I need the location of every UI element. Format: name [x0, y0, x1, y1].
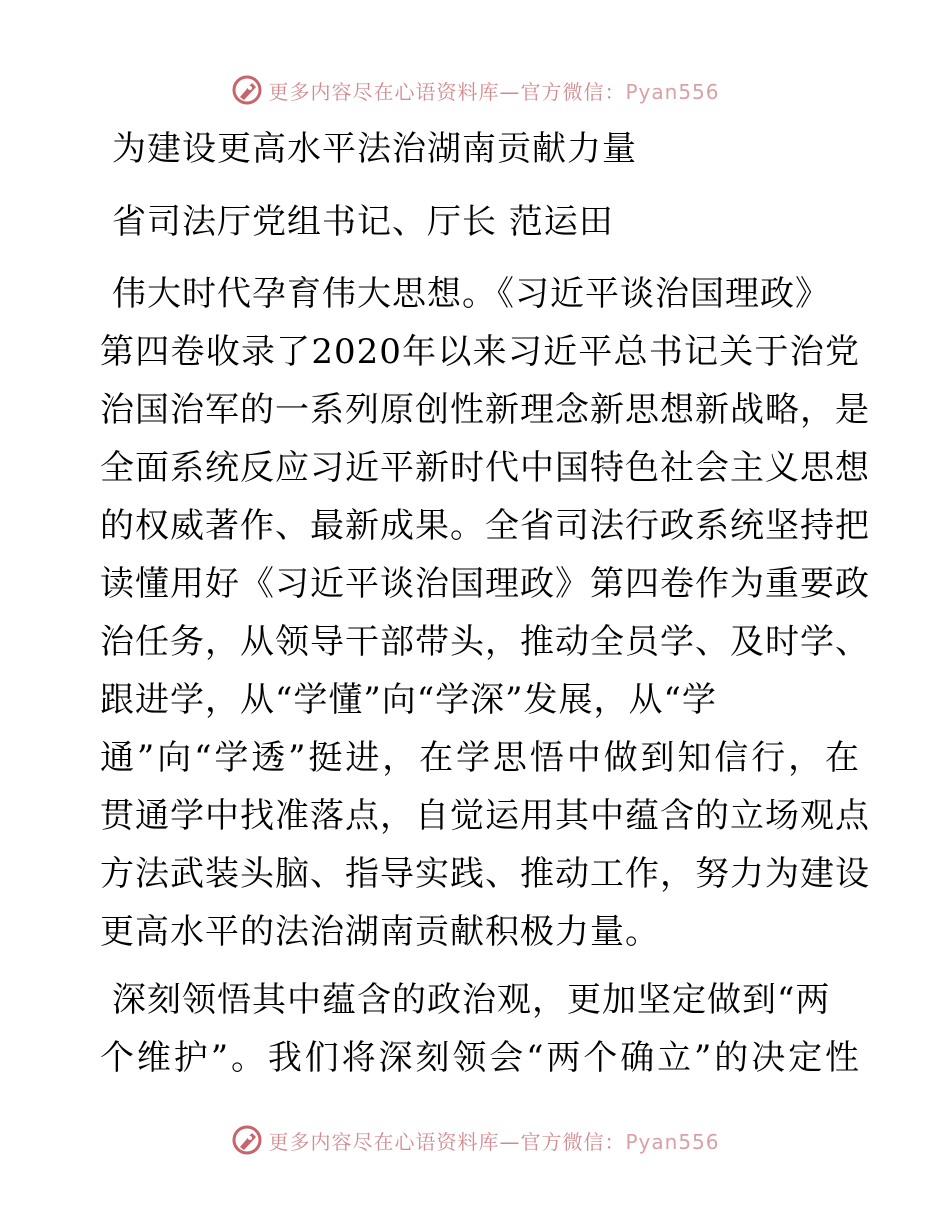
text-line: 个维护”。我们将深刻领会“两个确立”的决定性	[100, 1038, 860, 1078]
pen-nib-logo-icon	[230, 1123, 264, 1157]
watermark-top	[0, 70, 950, 110]
paragraph-2	[100, 971, 860, 1087]
text-line: 的权威著作、最新成果。全省司法行政系统坚持把	[100, 506, 870, 546]
text-line: 方法武装头脑、指导实践、推动工作，努力为建设	[100, 854, 870, 894]
paragraph-1	[100, 265, 870, 961]
text-line: 伟大时代孕育伟大思想。《习近平谈治国理政》	[112, 274, 830, 314]
text-line: 深刻领悟其中蕴含的政治观，更加坚定做到“两	[112, 980, 831, 1020]
document-title: 为建设更高水平法治湖南贡献力量	[112, 129, 637, 169]
document-body	[100, 120, 870, 1087]
text-line: 治国治军的一系列原创性新理念新思想新战略，是	[100, 390, 870, 430]
text-line: 贯通学中找准落点，自觉运用其中蕴含的立场观点	[100, 796, 870, 836]
text-line: 跟进学，从“学懂”向“学深”发展，从“学	[100, 680, 717, 720]
document-author: 省司法厅党组书记、厅长 范运田	[112, 202, 614, 242]
text-line: 通”向“学透”挺进，在学思悟中做到知信行，在	[100, 738, 860, 778]
text-line: 全面系统反应习近平新时代中国特色社会主义思想	[100, 448, 870, 488]
text-line: 第四卷收录了2020年以来习近平总书记关于治党	[100, 332, 860, 372]
text-line: 治任务，从领导干部带头，推动全员学、及时学、	[100, 622, 870, 662]
text-line: 更高水平的法治湖南贡献积极力量。	[100, 912, 660, 952]
text-line: 读懂用好《习近平谈治国理政》第四卷作为重要政	[100, 564, 870, 604]
watermark-text: 更多内容尽在心语资料库—官方微信：Pyan556	[268, 79, 720, 104]
pen-nib-logo-icon	[230, 73, 264, 107]
watermark-text: 更多内容尽在心语资料库—官方微信：Pyan556	[268, 1129, 720, 1154]
watermark-bottom	[0, 1120, 950, 1160]
